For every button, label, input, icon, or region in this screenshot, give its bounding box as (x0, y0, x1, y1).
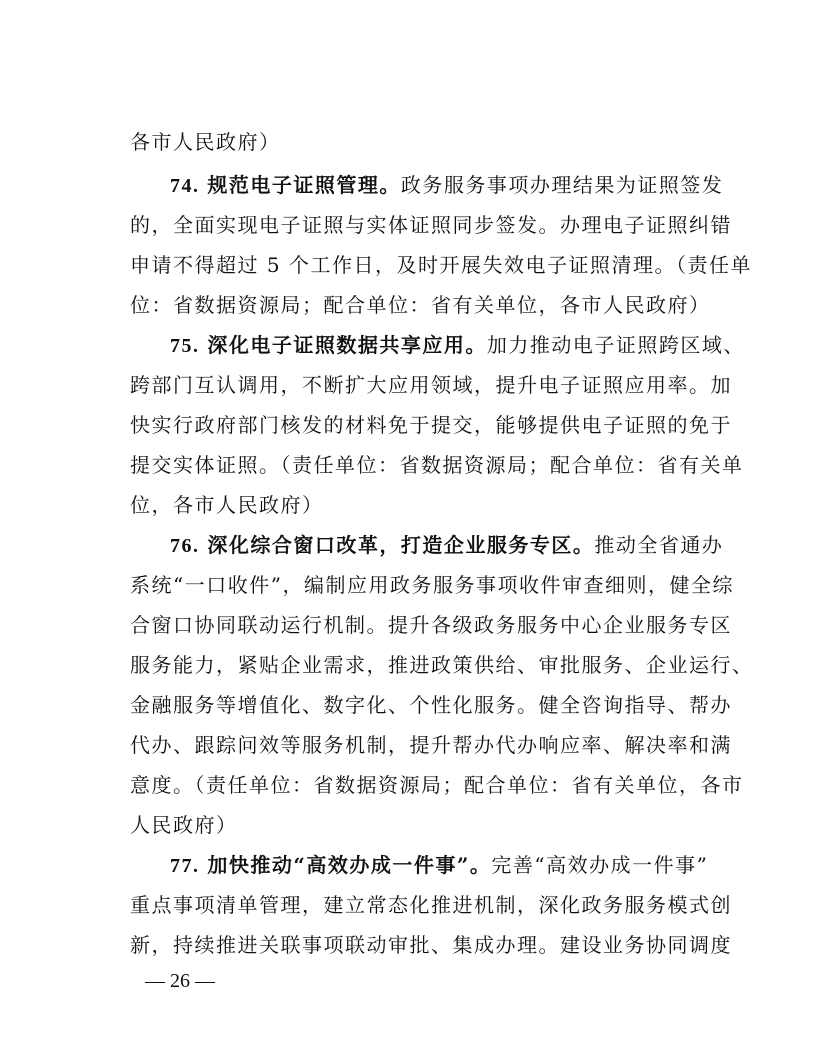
item-heading: 深化电子证照数据共享应用。 (207, 333, 487, 357)
paragraph-line: 代办、跟踪问效等服务机制，提升帮办代办响应率、解决率和满 (130, 733, 732, 757)
item-76-first-line: 76. 深化综合窗口改革，打造企业服务专区。推动全省通办 (170, 533, 724, 557)
paragraph-line: 跨部门互认调用，不断扩大应用领域，提升电子证照应用率。加 (130, 373, 732, 397)
paragraph-line: 的，全面实现电子证照与实体证照同步签发。办理电子证照纠错 (130, 213, 732, 237)
item-text: 加力推动电子证照跨区域、 (486, 333, 745, 357)
item-text: 推动全省通办 (594, 533, 724, 557)
item-77-first-line: 77. 加快推动“高效办成一件事”。完善“高效办成一件事” (170, 853, 709, 877)
paragraph-line: 人民政府） (130, 813, 238, 837)
paragraph-line: 服务能力，紧贴企业需求，推进政策供给、审批服务、企业运行、 (130, 653, 754, 677)
item-number: 74 (170, 175, 193, 197)
paragraph-line: 位：省数据资源局；配合单位：省有关单位，各市人民政府） (130, 293, 711, 317)
paragraph-line: 申请不得超过 5 个工作日，及时开展失效电子证照清理。（责任单 (130, 253, 752, 277)
paragraph-line: 金融服务等增值化、数字化、个性化服务。健全咨询指导、帮办 (130, 693, 732, 717)
item-75-first-line: 75. 深化电子证照数据共享应用。加力推动电子证照跨区域、 (170, 333, 745, 357)
item-number: 76 (170, 535, 193, 557)
paragraph-line: 新，持续推进关联事项联动审批、集成办理。建设业务协同调度 (130, 933, 732, 957)
item-74-first-line: 74. 规范电子证照管理。政务服务事项办理结果为证照签发 (170, 173, 724, 197)
paragraph-line: 快实行政府部门核发的材料免于提交，能够提供电子证照的免于 (130, 413, 732, 437)
item-heading: 规范电子证照管理。 (207, 173, 401, 197)
paragraph-line: 意度。（责任单位：省数据资源局；配合单位：省有关单位，各市 (130, 773, 744, 797)
item-number: 75 (170, 335, 193, 357)
paragraph-line: 提交实体证照。（责任单位：省数据资源局；配合单位：省有关单 (130, 453, 744, 477)
continuation-line: 各市人民政府） (130, 130, 281, 154)
item-heading: 加快推动“高效办成一件事”。 (207, 853, 492, 877)
item-number: 77 (170, 855, 193, 877)
item-heading: 深化综合窗口改革，打造企业服务专区。 (207, 533, 595, 557)
paragraph-line: 系统“一口收件”，编制应用政务服务事项收件审查细则，健全综 (130, 573, 734, 597)
item-text: 完善“高效办成一件事” (491, 853, 709, 877)
paragraph-line: 合窗口协同联动运行机制。提升各级政务服务中心企业服务专区 (130, 613, 732, 637)
page-number: — 26 — (145, 970, 215, 992)
paragraph-line: 重点事项清单管理，建立常态化推进机制，深化政务服务模式创 (130, 893, 732, 917)
paragraph-line: 位，各市人民政府） (130, 493, 324, 517)
item-text: 政务服务事项办理结果为证照签发 (400, 173, 724, 197)
